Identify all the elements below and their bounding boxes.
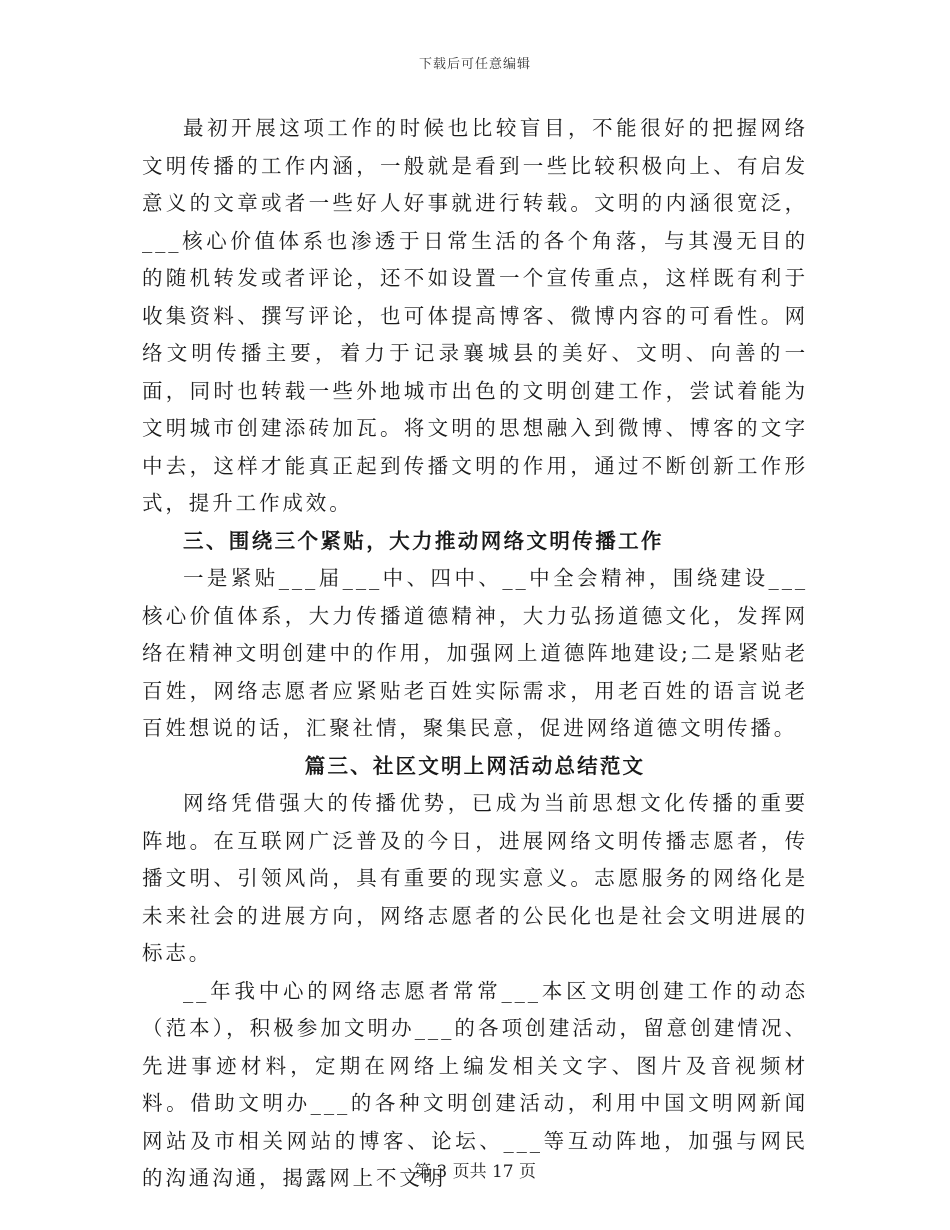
- section-heading-3: 三、围绕三个紧贴，大力推动网络文明传播工作: [183, 528, 664, 553]
- paragraph-1: 最初开展这项工作的时候也比较盲目，不能很好的把握网络文明传播的工作内涵，一般就是看到一些比较积极向上、有启发意义的文章或者一些好人好事就进行转载。文明的内涵很宽泛，___核心价值体系也渗透于日常生活的各个角落，与其漫无目的的随机转发或者评论，还不如设置一个宣传重点，这样既有利于收集资料、撰写评论，也可体提高博客、微博内容的可看性。网络文明传播主要，着力于记录襄城县的美好、文明、向善的一面，同时也转载一些外地城市出色的文明创建工作，尝试着能为文明城市创建添砖加瓦。将文明的思想融入到微博、博客的文字中去，这样才能真正起到传播文明的作用，通过不断创新工作形式，提升工作成效。: [142, 116, 808, 515]
- document-body: [142, 110, 808, 1198]
- paragraph-3: 网络凭借强大的传播优势，已成为当前思想文化传播的重要阵地。在互联网广泛普及的今日，进展网络文明传播志愿者，传播文明、引领风尚，具有重要的现实意义。志愿服务的网络化是未来社会的进展方向，网络志愿者的公民化也是社会文明进展的标志。: [142, 791, 808, 965]
- page-number: 第 3 页共 17 页: [413, 1162, 537, 1182]
- page-header: 下载后可任意编辑: [418, 57, 531, 72]
- paragraph-2: 一是紧贴___届___中、四中、__中全会精神，围绕建设___核心价值体系，大力传播道德精神，大力弘扬道德文化，发挥网络在精神文明创建中的作用，加强网上道德阵地建设;二是紧贴老百姓，网络志愿者应紧贴老百姓实际需求，用老百姓的语言说老百姓想说的话，汇聚社情，聚集民意，促进网络道德文明传播。: [142, 566, 808, 740]
- article-title: 篇三、社区文明上网活动总结范文: [304, 753, 646, 778]
- paragraph-4: __年我中心的网络志愿者常常___本区文明创建工作的动态（范本），积极参加文明办___的各项创建活动，留意创建情况、先进事迹材料，定期在网络上编发相关文字、图片及音视频材料。借助文明办___的各种文明创建活动，利用中国文明网新闻网站及市相关网站的博客、论坛、___等互动阵地，加强与网民的沟通沟通，揭露网上不文明: [142, 978, 808, 1190]
